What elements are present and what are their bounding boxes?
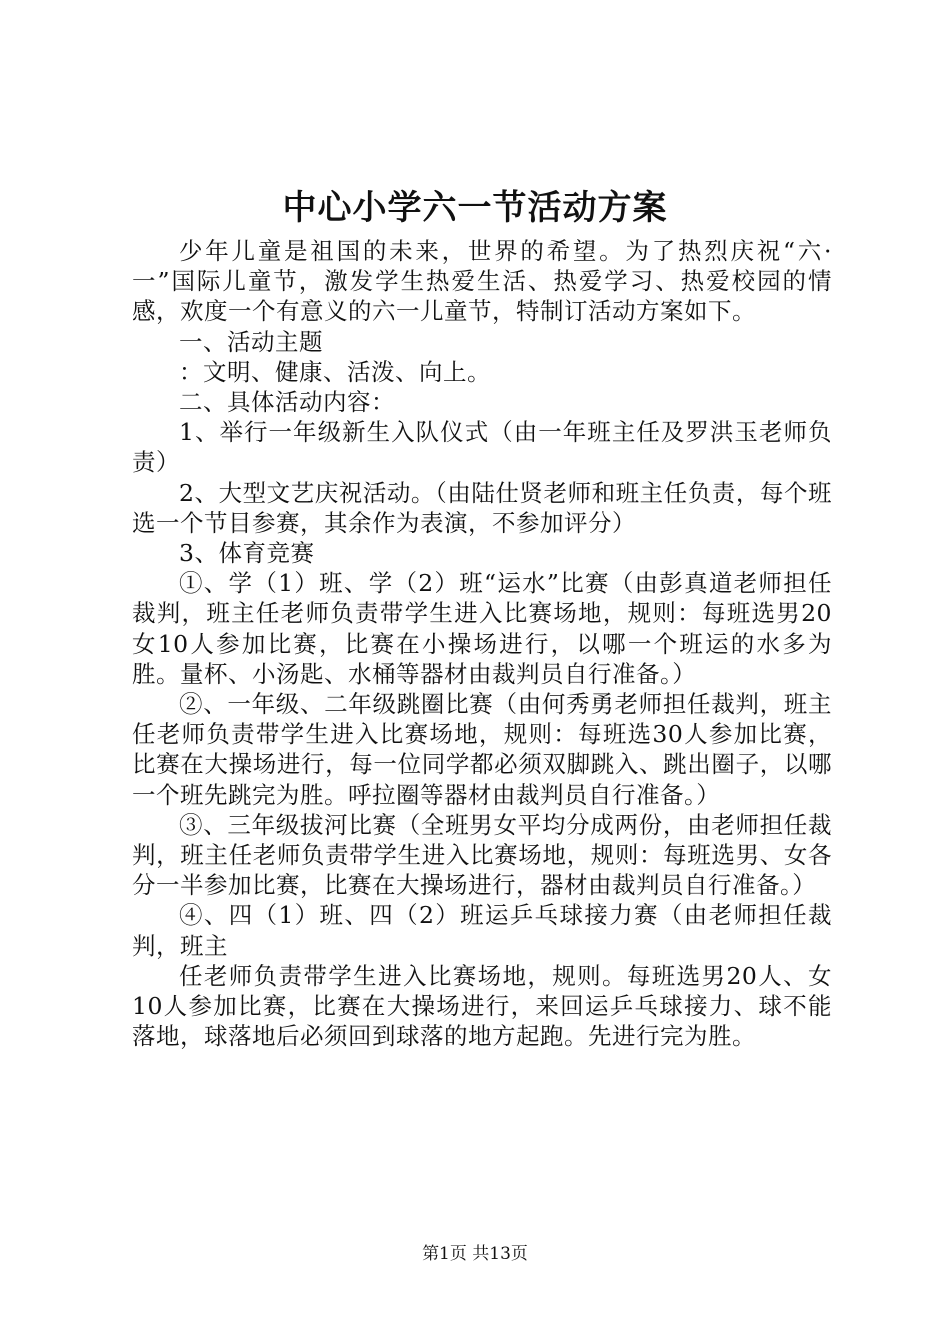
paragraph-sport-1: ①、学（1）班、学（2）班“运水”比赛（由彭真道老师担任裁判，班主任老师负责带学生进入比赛场地，规则：每班选男20女10人参加比赛，比赛在小操场进行，以哪一个班运的水多为胜。量杯、小汤匙、水桶等器材由裁判员自行准备。） [132, 569, 832, 688]
paragraph-sport-4-continued: 任老师负责带学生进入比赛场地，规则。每班选男20人、女10人参加比赛，比赛在大操场进行，来回运乒乓球接力、球不能落地，球落地后必须回到球落的地方起跑。先进行完为胜。 [132, 961, 832, 1051]
paragraph-sport-3: ③、三年级拔河比赛（全班男女平均分成两份，由老师担任裁判，班主任老师负责带学生进入比赛场地，规则：每班选男、女各分一半参加比赛，比赛在大操场进行，器材由裁判员自行准备。） [132, 810, 832, 900]
paragraph-sport-4: ④、四（1）班、四（2）班运乒乓球接力赛（由老师担任裁判，班主 [132, 901, 832, 960]
paragraph-activity-1: 1、举行一年级新生入队仪式（由一年班主任及罗洪玉老师负责） [132, 418, 832, 477]
paragraph-sport-2: ②、一年级、二年级跳圈比赛（由何秀勇老师担任裁判，班主任老师负责带学生进入比赛场地，规则：每班选30人参加比赛，比赛在大操场进行，每一位同学都必须双脚跳入、跳出圈子，以哪一个班先跳完为胜。呼拉圈等器材由裁判员自行准备。） [132, 690, 832, 809]
paragraph-section-activities: 二、具体活动内容： [179, 388, 395, 417]
paragraph-intro: 少年儿童是祖国的未来，世界的希望。为了热烈庆祝“六·一”国际儿童节，激发学生热爱生活、热爱学习、热爱校园的情感，欢度一个有意义的六一儿童节，特制订活动方案如下。 [132, 237, 832, 326]
paragraph-section-theme: 一、活动主题 [179, 327, 323, 356]
paragraph-activity-2: 2、大型文艺庆祝活动。（由陆仕贤老师和班主任负责，每个班选一个节目参赛，其余作为表演，不参加评分） [132, 478, 832, 537]
page-footer: 第1页 共13页 [422, 1244, 528, 1264]
paragraph-theme-content: ：文明、健康、活泼、向上。 [179, 357, 491, 386]
paragraph-activity-3: 3、体育竞赛 [179, 539, 315, 568]
document-title: 中心小学六一节活动方案 [282, 188, 668, 228]
document-body [132, 236, 832, 1051]
